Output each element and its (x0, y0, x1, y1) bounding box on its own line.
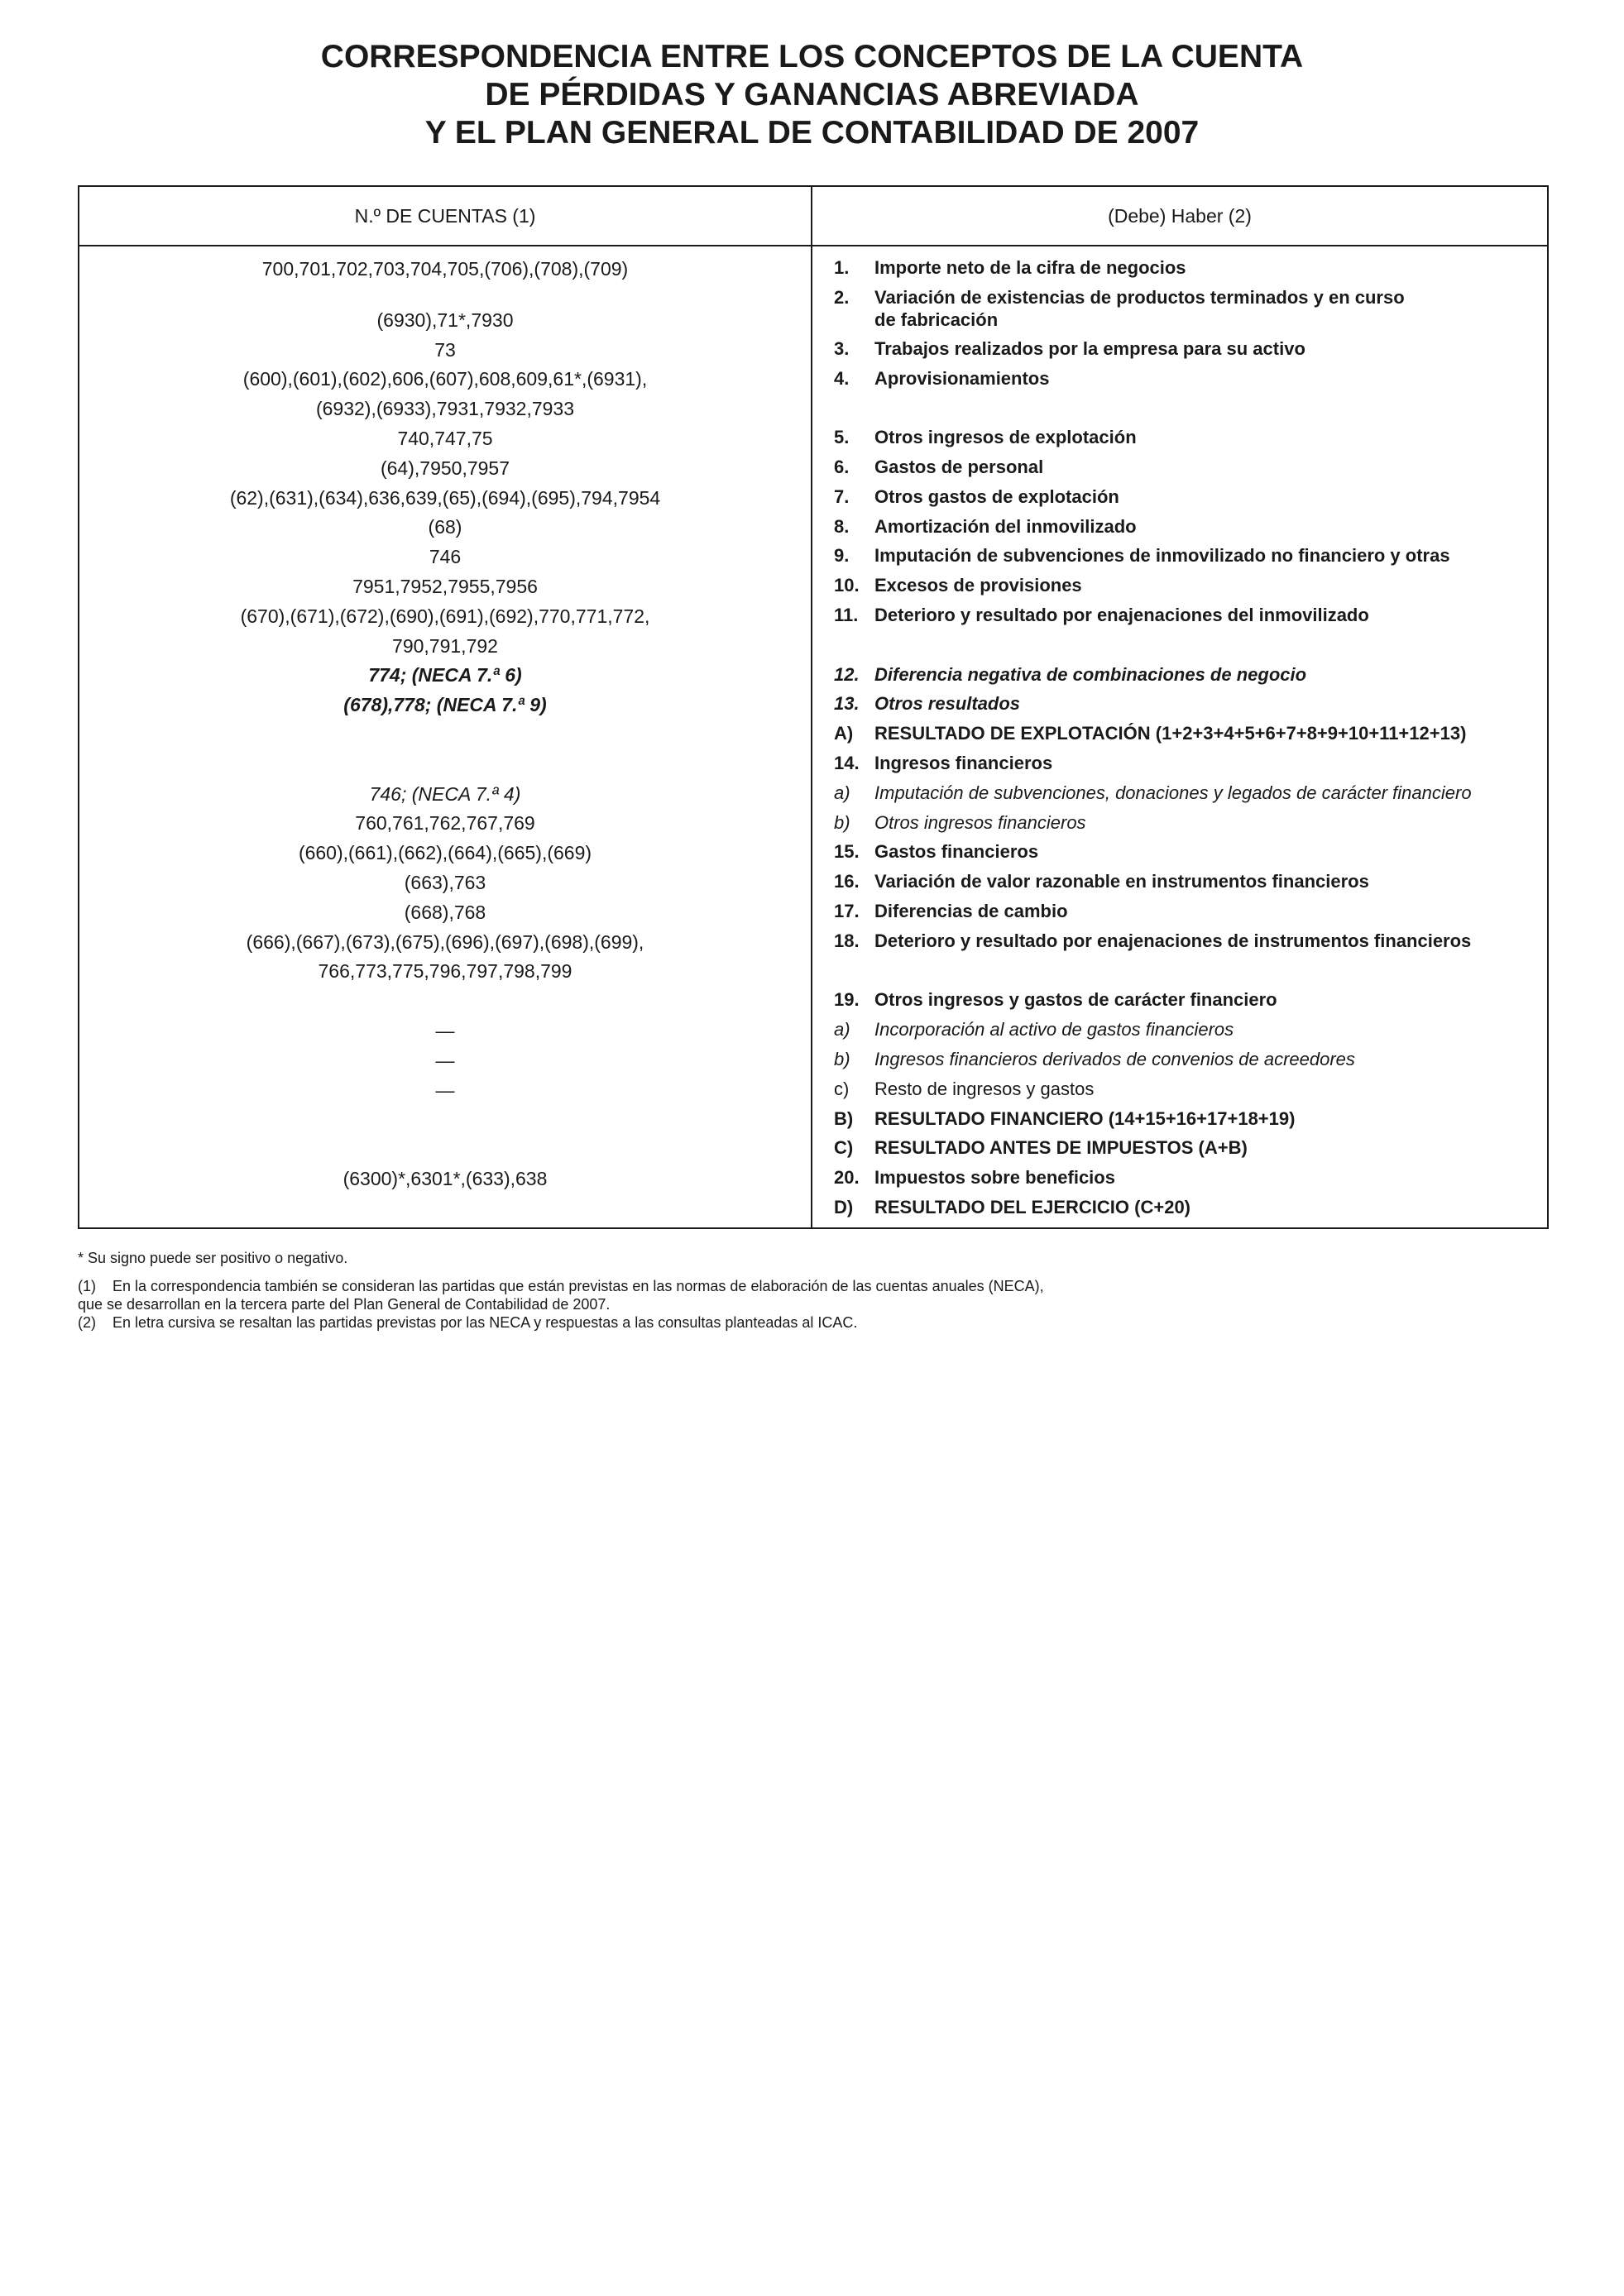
concept-text: RESULTADO FINANCIERO (14+15+16+17+18+19) (874, 1107, 1296, 1129)
concept-number: 13. (834, 693, 860, 715)
concept-row (834, 752, 1545, 782)
concept-number: 7. (834, 486, 850, 507)
concept-number: 5. (834, 427, 850, 448)
account-row: (666),(667),(673),(675),(696),(697),(698),(699), (246, 930, 644, 953)
concept-text: Trabajos realizados por la empresa para su activo (874, 337, 1305, 359)
concept-number: 12. (834, 663, 860, 685)
concept-text: Aprovisionamientos (874, 367, 1050, 389)
concept-row (834, 840, 1545, 870)
account-row: 700,701,702,703,704,705,(706),(708),(709) (261, 258, 629, 280)
concept-text: Incorporación al activo de gastos financieros (874, 1019, 1234, 1040)
concept-subrow-neca (834, 1048, 1545, 1078)
account-row: 73 (434, 338, 456, 361)
concept-row (834, 426, 1545, 456)
header-divider (78, 245, 1549, 246)
concept-number: 6. (834, 456, 850, 477)
account-row: (660),(661),(662),(664),(665),(669) (298, 842, 592, 864)
account-row: — (435, 1049, 455, 1071)
concept-text: Otros ingresos de explotación (874, 427, 1137, 448)
concept-number: 18. (834, 930, 860, 951)
concept-text: Diferencia negativa de combinaciones de negocio (874, 663, 1307, 685)
account-row: 746 (429, 546, 462, 568)
account-row: (668),768 (404, 901, 486, 923)
concept-text: Imputación de subvenciones de inmovilizado no financiero y otras (874, 545, 1450, 567)
concept-row (834, 286, 1545, 337)
concept-text: Gastos financieros (874, 841, 1039, 863)
account-row (79, 1107, 811, 1136)
concept-number: 15. (834, 841, 860, 863)
concept-text: Otros ingresos y gastos de carácter financiero (874, 989, 1277, 1011)
concept-text: Deterioro y resultado por enajenaciones de instrumentos financieros (874, 930, 1472, 951)
concept-subrow-neca (834, 1018, 1545, 1048)
concept-row (834, 930, 1545, 989)
concept-subrow-neca (834, 811, 1545, 841)
concept-number: 1. (834, 257, 850, 278)
concept-row (834, 486, 1545, 515)
concept-row (834, 604, 1545, 663)
concept-row (834, 337, 1545, 367)
concept-text: Deterioro y resultado por enajenaciones del inmovilizado (874, 604, 1369, 625)
result-row (834, 1107, 1545, 1137)
concept-row (834, 870, 1545, 900)
concept-text: Variación de valor razonable en instrumentos financieros (874, 871, 1369, 892)
concept-text: Diferencias de cambio (874, 900, 1068, 921)
accounts-column (79, 256, 811, 1196)
concept-text-continued: de fabricación (874, 309, 999, 330)
concept-subrow (834, 1078, 1545, 1107)
concept-text: Gastos de personal (874, 456, 1044, 477)
concept-row (834, 988, 1545, 1018)
footnote-text: En la correspondencia también se consideran las partidas que están previstas en las normas de elaboración de las cuentas anuales (NECA), (113, 1278, 1044, 1294)
concept-number: c) (834, 1078, 850, 1099)
concept-row (834, 367, 1545, 427)
account-row (79, 722, 811, 752)
account-row: — (435, 1019, 455, 1041)
title-line-1: CORRESPONDENCIA ENTRE LOS CONCEPTOS DE LA CUENTA (320, 39, 1304, 74)
concept-text: Imputación de subvenciones, donaciones y legados de carácter financiero (874, 782, 1472, 803)
result-row (834, 722, 1545, 752)
concept-row (834, 544, 1545, 574)
sign-note: * Su signo puede ser positivo o negativo. (78, 1250, 348, 1266)
header-debe-haber: (Debe) Haber (2) (1108, 205, 1252, 227)
footnote-text: que se desarrollan en la tercera parte del Plan General de Contabilidad de 2007. (78, 1296, 611, 1313)
concept-number: 4. (834, 367, 850, 389)
concept-text: Variación de existencias de productos terminados y en curso (874, 286, 1405, 308)
concept-number: a) (834, 1019, 850, 1040)
concept-number: 11. (834, 604, 859, 625)
concept-number: 19. (834, 989, 860, 1011)
concept-row-neca (834, 692, 1545, 722)
account-row: (6932),(6933),7931,7932,7933 (315, 398, 575, 420)
account-row (79, 286, 811, 308)
concept-number: 3. (834, 337, 850, 359)
account-row: (6930),71*,7930 (376, 309, 514, 331)
footnote-number: (2) (78, 1314, 96, 1331)
concept-row-neca (834, 663, 1545, 693)
footnotes (78, 1249, 1044, 1332)
concept-text: RESULTADO ANTES DE IMPUESTOS (A+B) (874, 1137, 1248, 1159)
footnote-1-continued (78, 1295, 1044, 1313)
concept-text: Importe neto de la cifra de negocios (874, 257, 1186, 278)
account-row-neca: 746; (NECA 7.ª 4) (369, 782, 521, 805)
account-row: 7951,7952,7955,7956 (352, 575, 538, 597)
column-divider (811, 185, 812, 1229)
concept-text: Excesos de provisiones (874, 575, 1082, 596)
account-row (79, 752, 811, 782)
result-row (834, 1196, 1545, 1226)
account-row: (6300)*,6301*,(633),638 (343, 1167, 548, 1189)
concept-row (834, 900, 1545, 930)
title-line-2: DE PÉRDIDAS Y GANANCIAS ABREVIADA (485, 77, 1139, 112)
concept-number: b) (834, 811, 850, 833)
concept-text: Resto de ingresos y gastos (874, 1078, 1095, 1099)
concept-number: 10. (834, 575, 860, 596)
concept-text: Otros resultados (874, 693, 1021, 715)
concept-number: 2. (834, 286, 850, 308)
footnote-1 (78, 1277, 1044, 1295)
account-row: (670),(671),(672),(690),(691),(692),770,771,772, (240, 605, 650, 627)
concept-number: 20. (834, 1167, 860, 1189)
concept-text: Otros ingresos financieros (874, 811, 1086, 833)
account-row: (663),763 (404, 871, 486, 893)
account-row (79, 988, 811, 1018)
concept-text: Impuestos sobre beneficios (874, 1167, 1115, 1189)
concept-number: D) (834, 1196, 854, 1217)
concept-number: A) (834, 723, 854, 744)
footnote-2 (78, 1313, 1044, 1332)
concept-row (834, 574, 1545, 604)
concept-number: 16. (834, 871, 860, 892)
account-row: (68) (428, 516, 462, 538)
concept-number: 14. (834, 752, 860, 773)
account-row: 790,791,792 (392, 634, 498, 657)
concept-text: Ingresos financieros (874, 752, 1053, 773)
concept-text: Otros gastos de explotación (874, 486, 1119, 507)
concept-number: a) (834, 782, 850, 803)
concepts-column (834, 256, 1545, 1226)
concept-subrow-neca (834, 782, 1545, 811)
account-row: — (435, 1079, 455, 1101)
result-row (834, 1136, 1545, 1166)
concept-row (834, 456, 1545, 486)
account-row (79, 1136, 811, 1166)
title-line-3: Y EL PLAN GENERAL DE CONTABILIDAD DE 2007 (424, 115, 1200, 151)
concept-text: RESULTADO DE EXPLOTACIÓN (1+2+3+4+5+6+7+8+9+10+11+12+13) (874, 723, 1467, 744)
concept-text: Amortización del inmovilizado (874, 515, 1137, 537)
header-accounts: N.º DE CUENTAS (1) (354, 205, 536, 227)
footnote-number: (1) (78, 1278, 96, 1294)
account-row: 740,747,75 (397, 427, 493, 449)
footnote-text: En letra cursiva se resaltan las partidas previstas por las NECA y respuestas a las consultas planteadas al ICAC. (113, 1314, 858, 1331)
account-row: 760,761,762,767,769 (355, 812, 535, 835)
concept-row (834, 515, 1545, 545)
document-title (0, 38, 1624, 152)
concept-number: C) (834, 1137, 854, 1159)
account-row-neca: 774; (NECA 7.ª 6) (368, 664, 522, 686)
concept-number: 8. (834, 515, 850, 537)
account-row-neca: (678),778; (NECA 7.ª 9) (343, 694, 547, 716)
concept-row (834, 1166, 1545, 1196)
concept-number: 9. (834, 545, 850, 567)
concept-text: Ingresos financieros derivados de convenios de acreedores (874, 1048, 1355, 1069)
account-row: (600),(601),(602),606,(607),608,609,61*,(6931), (242, 368, 648, 390)
concept-number: 17. (834, 900, 860, 921)
account-row: (62),(631),(634),636,639,(65),(694),(695),794,7954 (229, 486, 661, 509)
concept-row (834, 256, 1545, 286)
account-row: 766,773,775,796,797,798,799 (318, 960, 572, 983)
concept-number: b) (834, 1048, 850, 1069)
account-row: (64),7950,7957 (380, 457, 510, 479)
concept-text: RESULTADO DEL EJERCICIO (C+20) (874, 1196, 1191, 1217)
concept-number: B) (834, 1107, 854, 1129)
